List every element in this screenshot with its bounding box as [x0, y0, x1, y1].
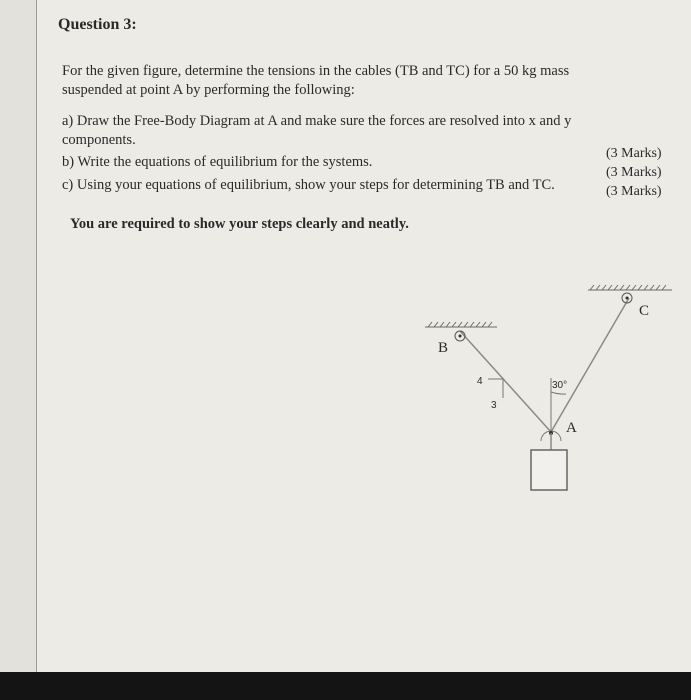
slope-rise-label: 4: [477, 376, 483, 387]
support-b-hatch: [425, 322, 497, 327]
part-b-marks: (3 Marks): [606, 165, 662, 180]
angle-label: 30°: [552, 380, 568, 391]
intro-line-2: suspended at point A by performing the following:: [62, 82, 355, 98]
pin-b-center: [459, 335, 462, 338]
part-a-line-2: components.: [62, 132, 136, 148]
mass-box: [531, 450, 567, 490]
angle-arc: [551, 392, 566, 394]
part-b-text: b) Write the equations of equilibrium for the systems.: [62, 154, 373, 170]
part-a-line-1: a) Draw the Free-Body Diagram at A and make sure the forces are resolved into x and y: [62, 113, 572, 129]
part-c-marks: (3 Marks): [606, 184, 662, 199]
pin-c-center: [626, 297, 629, 300]
slope-run-label: 3: [491, 400, 497, 411]
support-c-hatch: [588, 285, 672, 290]
part-a-marks: (3 Marks): [606, 146, 662, 161]
label-b: B: [438, 340, 449, 356]
intro-line-1: For the given figure, determine the tensions in the cables (TB and TC) for a 50 kg mass: [62, 63, 570, 79]
cable-c: [551, 298, 629, 432]
slope-triangle: [488, 379, 503, 398]
cable-b: [460, 331, 551, 432]
label-a: A: [566, 420, 577, 436]
instruction-note: You are required to show your steps clearly and neatly.: [70, 216, 409, 232]
part-c-text: c) Using your equations of equilibrium, show your steps for determining TB and TC.: [62, 177, 555, 193]
question-title: Question 3:: [58, 16, 137, 33]
screen-bottom-edge: [0, 672, 691, 700]
label-c: C: [639, 303, 650, 319]
